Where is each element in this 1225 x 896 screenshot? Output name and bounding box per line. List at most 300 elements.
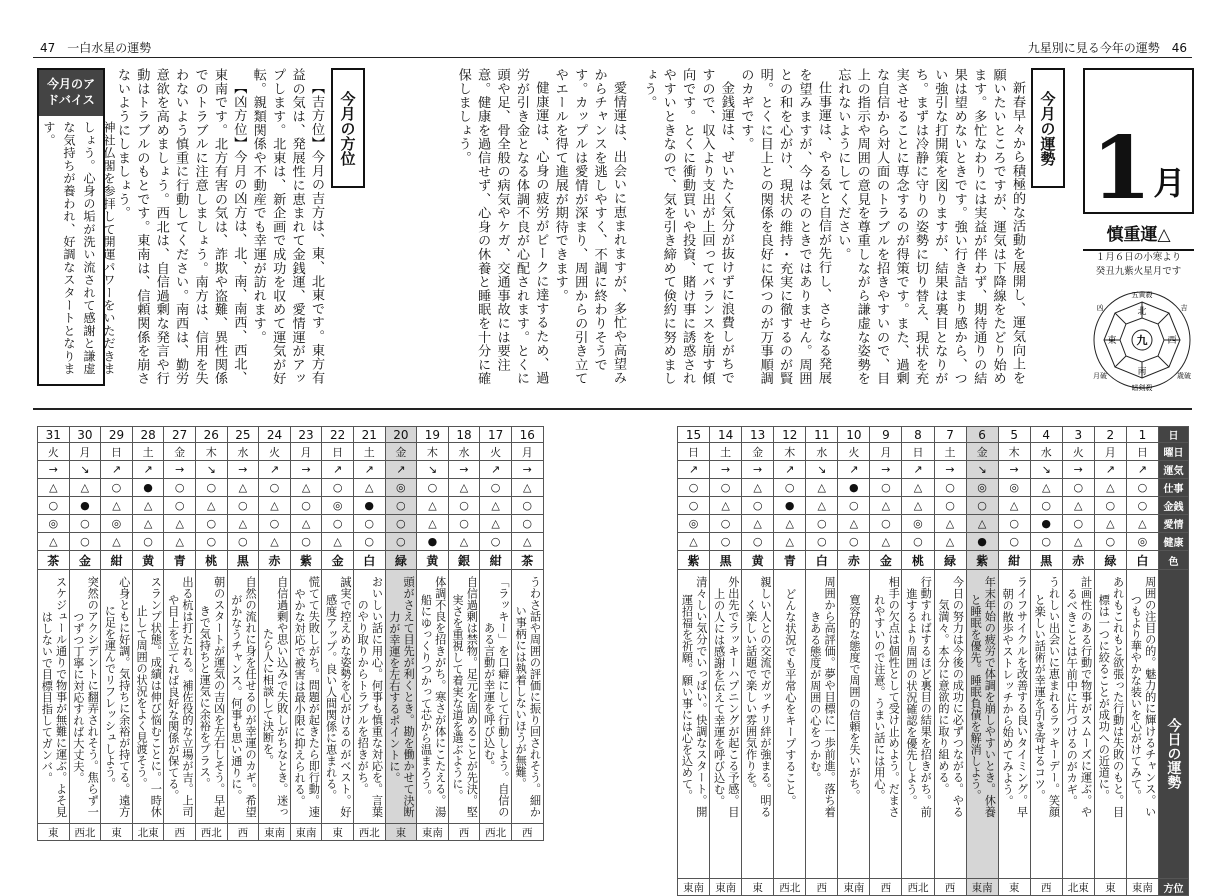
day-date: 5	[998, 427, 1030, 443]
day-love-mark: ◎	[678, 515, 710, 533]
day-weekday: 金	[164, 443, 196, 461]
day-money-mark: ○	[678, 497, 710, 515]
day-money-mark: ◎	[322, 497, 354, 515]
day-message	[69, 570, 101, 824]
day-health-mark: ○	[838, 533, 870, 551]
day-color: 赤	[1062, 551, 1094, 570]
day-work-mark: ◎	[385, 479, 417, 497]
day-direction: 西	[806, 879, 838, 896]
day-work-mark: △	[1030, 479, 1062, 497]
day-work-mark: △	[38, 479, 70, 497]
day-date: 6	[966, 427, 998, 443]
day-money-mark: ●	[774, 497, 806, 515]
day-money-mark: △	[480, 497, 512, 515]
month-subtitle: 慎重運△	[1083, 220, 1194, 251]
day-work-mark: ○	[710, 479, 742, 497]
day-color: 金	[870, 551, 902, 570]
day-work-mark: △	[1094, 479, 1126, 497]
day-money-mark: △	[870, 497, 902, 515]
day-luck-arrow: →	[870, 461, 902, 479]
day-money-mark: △	[902, 497, 934, 515]
day-direction: 西	[511, 824, 543, 841]
day-color: 緑	[1094, 551, 1126, 570]
legend-money: 金銭	[1158, 497, 1188, 515]
day-weekday: 火	[1062, 443, 1094, 461]
day-message	[966, 570, 998, 879]
day-direction: 東	[998, 879, 1030, 896]
day-direction: 西北	[353, 824, 385, 841]
day-direction: 北東	[1062, 879, 1094, 896]
day-health-mark: △	[448, 533, 480, 551]
day-message	[934, 570, 966, 879]
day-color: 赤	[838, 551, 870, 570]
wheel-west: 西	[1167, 336, 1177, 346]
day-direction: 東南	[838, 879, 870, 896]
day-love-mark: ●	[1030, 515, 1062, 533]
day-weekday: 木	[998, 443, 1030, 461]
day-direction: 西北	[902, 879, 934, 896]
day-date: 23	[290, 427, 322, 443]
day-weekday: 月	[290, 443, 322, 461]
day-luck-arrow: →	[710, 461, 742, 479]
day-health-mark: △	[678, 533, 710, 551]
day-direction: 東	[322, 824, 354, 841]
day-date: 24	[259, 427, 291, 443]
day-message-text: 今日の努力は今後の成功に必ずつながる。やる気満々。本分に意欲的に取り組める。	[937, 576, 965, 818]
day-love-mark: △	[742, 515, 774, 533]
day-money-mark: △	[998, 497, 1030, 515]
day-weekday: 土	[710, 443, 742, 461]
day-weekday: 火	[259, 443, 291, 461]
day-color: 紺	[101, 551, 133, 570]
wheel-east: 東	[1107, 336, 1117, 346]
day-health-mark: △	[259, 533, 291, 551]
legend-today-text: 今日の運勢	[1165, 718, 1182, 790]
day-work-mark: ○	[259, 479, 291, 497]
day-direction: 西北	[774, 879, 806, 896]
day-money-mark: ○	[934, 497, 966, 515]
day-date: 20	[385, 427, 417, 443]
day-love-mark: △	[290, 515, 322, 533]
day-health-mark: △	[934, 533, 966, 551]
day-work-mark: ○	[417, 479, 449, 497]
legend-date: 日	[1158, 427, 1188, 443]
day-message	[38, 570, 70, 824]
day-color: 黒	[710, 551, 742, 570]
day-money-mark: △	[259, 497, 291, 515]
day-work-mark: ○	[195, 479, 227, 497]
direction-wheel	[1090, 288, 1194, 392]
day-weekday: 金	[966, 443, 998, 461]
day-color: 黄	[132, 551, 164, 570]
day-date: 31	[38, 427, 70, 443]
day-love-mark: △	[966, 515, 998, 533]
day-love-mark: ○	[353, 515, 385, 533]
day-money-mark: ○	[1030, 497, 1062, 515]
fortune-paragraph-1: 仕事運は、やる気と自信が先行し、さらなる発展を望みますが、今はそのときではありません。周囲との和を心がけ、現状の維持・充実に徹するのが賢明。とくに目上との関係を良好に保つのが万事順調のカギです。	[738, 68, 831, 386]
day-message	[838, 570, 870, 879]
day-weekday: 月	[69, 443, 101, 461]
day-weekday: 水	[227, 443, 259, 461]
day-weekday: 月	[870, 443, 902, 461]
day-health-mark: ●	[966, 533, 998, 551]
day-love-mark: ○	[710, 515, 742, 533]
month-box	[1083, 68, 1194, 219]
day-message	[164, 570, 196, 824]
day-health-mark: ○	[902, 533, 934, 551]
day-date: 17	[480, 427, 512, 443]
day-message	[806, 570, 838, 879]
day-color: 紺	[480, 551, 512, 570]
day-health-mark: ◎	[1126, 533, 1158, 551]
day-message-text: 誠実で控えめな姿勢を心がけるのがベスト。好感度アップ。良い人間関係に恵まれる。	[324, 576, 352, 818]
day-health-mark: ○	[1030, 533, 1062, 551]
day-luck-arrow: →	[998, 461, 1030, 479]
day-direction: 西	[1030, 879, 1062, 896]
day-color: 白	[1126, 551, 1158, 570]
day-message	[870, 570, 902, 879]
day-money-mark: △	[806, 497, 838, 515]
day-color: 金	[69, 551, 101, 570]
day-money-mark: ○	[1094, 497, 1126, 515]
day-direction: 北東	[132, 824, 164, 841]
legend-weekday: 曜日	[1158, 443, 1188, 461]
day-message-text: 頭がさえて目先が利くとき。勘を働かせて決断力が幸運を左右するポイントに。	[387, 576, 416, 818]
header-rule	[33, 57, 1192, 58]
day-work-mark: △	[353, 479, 385, 497]
fortune-title: 今月の運勢	[1031, 68, 1065, 188]
day-work-mark: ●	[838, 479, 870, 497]
love-health-body	[366, 68, 628, 386]
day-luck-arrow: ↘	[1030, 461, 1062, 479]
day-color: 緑	[385, 551, 417, 570]
day-work-mark: ○	[164, 479, 196, 497]
day-health-mark: △	[322, 533, 354, 551]
day-luck-arrow: ↗	[353, 461, 385, 479]
legend-color: 色	[1158, 551, 1188, 570]
day-love-mark: ○	[870, 515, 902, 533]
day-weekday: 金	[385, 443, 417, 461]
day-message-text: うわさ話や周囲の評価に振り回されそう。細かい事柄には執着しないほうが無難。	[514, 576, 542, 818]
day-message-text: 寛容的な態度で周囲の信頼を失いがち。	[847, 593, 861, 801]
day-direction: 東	[38, 824, 70, 841]
wheel-ring-5: 月破	[1093, 372, 1107, 380]
day-date: 2	[1094, 427, 1126, 443]
day-direction: 西	[870, 879, 902, 896]
section-rule	[33, 408, 1192, 410]
day-message	[1126, 570, 1158, 879]
day-money-mark: △	[417, 497, 449, 515]
day-work-mark: △	[448, 479, 480, 497]
day-money-mark: ○	[38, 497, 70, 515]
day-date: 25	[227, 427, 259, 443]
love-paragraph: 愛情運は、出会いに恵まれますが、多忙や高望みからチャンスを逃しやすく、不調に終わりそうです。カップルは愛情が深まり、周囲からの引き立てやエールを得て進展が期待できます。	[552, 68, 626, 386]
day-weekday: 金	[742, 443, 774, 461]
wheel-ring-3: 凶	[1096, 304, 1104, 312]
day-love-mark: ◎	[101, 515, 133, 533]
day-love-mark: ○	[69, 515, 101, 533]
day-work-mark: ○	[1126, 479, 1158, 497]
day-love-mark: △	[1126, 515, 1158, 533]
advice-text: 神社仏閣を参拝して開運パワーをいただきましょう。心身の垢が洗い流されて感謝と謙虚な気持ちが養われ、好調なスタートとなります。	[42, 121, 116, 375]
day-date: 18	[448, 427, 480, 443]
day-message-text: 自信過剰は禁物。足元を固めることが先決。堅実さを重視して着実な道を選ぶように。	[451, 576, 479, 818]
day-luck-arrow: ↘	[195, 461, 227, 479]
day-message-text: 外出先でラッキーハプニングが起こる予感。目上の人には感謝を伝えて幸運を呼び込む。	[712, 576, 740, 818]
day-health-mark: ○	[806, 533, 838, 551]
day-health-mark: △	[38, 533, 70, 551]
day-health-mark: △	[774, 533, 806, 551]
day-date: 4	[1030, 427, 1062, 443]
day-date: 26	[195, 427, 227, 443]
day-direction: 東	[101, 824, 133, 841]
day-direction: 西	[227, 824, 259, 841]
day-direction: 東	[1094, 879, 1126, 896]
day-message	[1030, 570, 1062, 879]
day-message	[227, 570, 259, 824]
day-luck-arrow: →	[448, 461, 480, 479]
day-weekday: 日	[678, 443, 710, 461]
day-luck-arrow: ↗	[902, 461, 934, 479]
right-calendar-grid	[677, 426, 1189, 896]
day-health-mark: ○	[353, 533, 385, 551]
day-message	[998, 570, 1030, 879]
day-health-mark: ○	[742, 533, 774, 551]
day-date: 19	[417, 427, 449, 443]
day-work-mark: △	[902, 479, 934, 497]
day-date: 21	[353, 427, 385, 443]
day-weekday: 水	[1030, 443, 1062, 461]
day-direction: 東南	[290, 824, 322, 841]
day-money-mark: ○	[448, 497, 480, 515]
day-money-mark: ○	[290, 497, 322, 515]
day-date: 14	[710, 427, 742, 443]
day-direction: 東南	[710, 879, 742, 896]
day-message-text: 出る杭は打たれる。補佐役的な立場が吉。上司や目上を立てれば良好な関係が保てる。	[166, 576, 194, 818]
fortune-body	[641, 68, 1027, 386]
day-love-mark: △	[227, 515, 259, 533]
day-date: 1	[1126, 427, 1158, 443]
day-message	[480, 570, 512, 824]
direction-title: 今月の方位	[331, 68, 365, 188]
wheel-ring-2: 吉	[1180, 304, 1188, 312]
day-love-mark: ◎	[902, 515, 934, 533]
day-direction: 東南	[1126, 879, 1158, 896]
day-love-mark: △	[132, 515, 164, 533]
day-message	[448, 570, 480, 824]
month-number: 1	[1091, 118, 1152, 219]
day-money-mark: ○	[1126, 497, 1158, 515]
day-color: 紫	[290, 551, 322, 570]
day-money-mark: ○	[742, 497, 774, 515]
day-message-text: 親しい人との交流でガッチリ絆が強まる。明るく楽しい話題で楽しい雰囲気作りを。	[744, 576, 772, 818]
day-message-text: 「ラッキー」を口癖にして行動しよう。自信のある言動が幸運を呼び込む。	[482, 576, 510, 818]
day-date: 11	[806, 427, 838, 443]
day-date: 27	[164, 427, 196, 443]
day-message	[290, 570, 322, 824]
page-header-left: 47 一白水星の運勢	[40, 41, 152, 55]
day-love-mark: ○	[259, 515, 291, 533]
day-work-mark: ◎	[998, 479, 1030, 497]
day-luck-arrow: →	[38, 461, 70, 479]
day-message-text: 周囲から高評価。夢や目標に一歩前進。落ち着きある態度が周囲の心をつかむ。	[808, 576, 837, 818]
day-luck-arrow: ↗	[322, 461, 354, 479]
day-message-text: 朝のスタートが運気の吉凶を左右しそう。早起きで気持ちと運気に余裕をプラス。	[198, 576, 226, 818]
day-work-mark: △	[511, 479, 543, 497]
wheel-ring-1: 暗剣殺	[1131, 384, 1153, 392]
day-weekday: 木	[195, 443, 227, 461]
day-date: 10	[838, 427, 870, 443]
day-health-mark: ●	[417, 533, 449, 551]
day-luck-arrow: →	[742, 461, 774, 479]
day-luck-arrow: →	[227, 461, 259, 479]
day-weekday: 木	[417, 443, 449, 461]
wheel-north: 北	[1137, 307, 1147, 317]
day-color: 緑	[934, 551, 966, 570]
day-direction: 東南	[259, 824, 291, 841]
day-health-mark: △	[511, 533, 543, 551]
day-money-mark: △	[710, 497, 742, 515]
day-date: 22	[322, 427, 354, 443]
day-color: 青	[774, 551, 806, 570]
day-love-mark: ○	[195, 515, 227, 533]
day-color: 赤	[259, 551, 291, 570]
day-direction: 西北	[480, 824, 512, 841]
day-luck-arrow: ↘	[69, 461, 101, 479]
day-message-text: 体調不良を招きがち。寒さが体にこたえる。湯船にゆっくりつかって芯から温まろう。	[419, 576, 447, 818]
day-work-mark: ○	[101, 479, 133, 497]
health-paragraph: 健康運は、心身の疲労がピークに達するため、過労が引き金となる体調不良が心配されます。とくに頭や足、骨全般の病気やケガ、交通事故には要注意。健康を過信せず、心身の休養と睡眠を十分に確保しましょう。	[455, 68, 549, 386]
day-date: 30	[69, 427, 101, 443]
day-work-mark: ◎	[966, 479, 998, 497]
day-message	[511, 570, 543, 824]
day-love-mark: △	[774, 515, 806, 533]
day-color: 銀	[448, 551, 480, 570]
day-love-mark: ○	[385, 515, 417, 533]
day-message-text: おいしい話に用心。何事も慎重な対応を。言葉のやり取りからトラブルを招きがち。	[356, 576, 384, 818]
day-date: 3	[1062, 427, 1094, 443]
direction-paragraph-good: 【吉方位】今月の吉方は、東、北東です。東方有益の気は、発展性に恵まれて金銭運、愛情運がアップします。北東は、新企画で成功を収めて運気が好転。親類関係や不動産でも幸運が訪れます。	[250, 68, 324, 386]
day-health-mark: ○	[132, 533, 164, 551]
day-luck-arrow: ↗	[1094, 461, 1126, 479]
day-health-mark: ○	[290, 533, 322, 551]
day-date: 12	[774, 427, 806, 443]
day-money-mark: ○	[838, 497, 870, 515]
day-message-text: 行動すればするほど裏目の結果を招きがち。前進するより周囲の状況確認を優先しよう。	[904, 576, 933, 818]
wheel-south: 南	[1137, 367, 1147, 377]
day-weekday: 火	[480, 443, 512, 461]
day-love-mark: ○	[322, 515, 354, 533]
day-color: 茶	[511, 551, 543, 570]
wheel-center: 九	[1136, 334, 1148, 347]
day-luck-arrow: ↘	[806, 461, 838, 479]
day-direction: 東南	[678, 879, 710, 896]
day-color: 桃	[195, 551, 227, 570]
day-love-mark: ○	[448, 515, 480, 533]
wheel-ring-4: 歳破	[1177, 372, 1191, 380]
day-date: 13	[742, 427, 774, 443]
day-love-mark: △	[1094, 515, 1126, 533]
day-message	[678, 570, 710, 879]
day-weekday: 日	[101, 443, 133, 461]
day-work-mark: △	[290, 479, 322, 497]
day-color: 茶	[38, 551, 70, 570]
day-health-mark: ○	[195, 533, 227, 551]
day-message	[101, 570, 133, 824]
day-love-mark: ○	[1062, 515, 1094, 533]
day-date: 29	[101, 427, 133, 443]
day-message-text: 自信過剰や思い込みで失敗しがちなとき。迷ったら人に相談して決断を。	[261, 576, 289, 818]
day-message-text: 相手の欠点は個性として受け止めよう。だまされやすいので注意。うまい話には用心。	[872, 576, 901, 818]
day-message-text: 周囲の注目の的。魅力的に輝けるチャンス。いつもより華やかな装いを心がけてみて。	[1129, 576, 1157, 818]
day-direction: 西	[448, 824, 480, 841]
day-color: 白	[806, 551, 838, 570]
day-message-text: スケジュール通りで物事が無難に運ぶ。よそ見はしないで目標目指してガンバ。	[40, 576, 68, 818]
day-direction: 西	[934, 879, 966, 896]
day-work-mark: ○	[870, 479, 902, 497]
day-message-text: 清々しい気分でいっぱい。快調なスタート。開運招福を祈願。願い事には心を込めて。	[680, 576, 708, 818]
day-weekday: 火	[38, 443, 70, 461]
day-date: 15	[678, 427, 710, 443]
day-message	[417, 570, 449, 824]
day-message	[774, 570, 806, 879]
day-weekday: 木	[774, 443, 806, 461]
day-love-mark: △	[838, 515, 870, 533]
day-message-text: 年末年始の疲労で体調を崩しやすいとき。休養と睡眠を優先。睡眠負債を解消しよう。	[969, 576, 997, 818]
day-money-mark: ●	[353, 497, 385, 515]
day-message	[132, 570, 164, 824]
day-luck-arrow: →	[1062, 461, 1094, 479]
fortune-paragraph-2: 金銭運は、ぜいたく気分が抜けずに浪費しがちですので、収入より支出が上回ってバランスを崩す傾向です。とくに衝動買いや投資、賭け事に誘惑されやすいときなので、気を引き締めて倹約に努めましょう。	[641, 68, 734, 386]
day-color: 紺	[998, 551, 1030, 570]
day-love-mark: ◎	[38, 515, 70, 533]
month-note-2: 癸丑九紫火星月です	[1095, 266, 1182, 277]
day-direction: 西北	[69, 824, 101, 841]
day-color: 黄	[417, 551, 449, 570]
day-health-mark: ○	[69, 533, 101, 551]
day-money-mark: △	[195, 497, 227, 515]
day-color: 紫	[678, 551, 710, 570]
legend-love: 愛情	[1158, 515, 1188, 533]
day-work-mark: ○	[678, 479, 710, 497]
day-date: 9	[870, 427, 902, 443]
day-message	[710, 570, 742, 879]
day-luck-arrow: ↗	[480, 461, 512, 479]
day-message	[902, 570, 934, 879]
legend-health: 健康	[1158, 533, 1188, 551]
day-weekday: 土	[132, 443, 164, 461]
day-health-mark: △	[101, 533, 133, 551]
day-health-mark: △	[870, 533, 902, 551]
day-luck-arrow: →	[934, 461, 966, 479]
day-health-mark: ○	[710, 533, 742, 551]
day-luck-arrow: ↗	[259, 461, 291, 479]
day-message	[259, 570, 291, 824]
day-direction: 東南	[417, 824, 449, 841]
day-date: 7	[934, 427, 966, 443]
day-health-mark: ○	[1094, 533, 1126, 551]
day-weekday: 土	[353, 443, 385, 461]
page-header-right: 九星別に見る今年の運勢 46	[1027, 41, 1187, 55]
day-money-mark: △	[101, 497, 133, 515]
day-money-mark: ○	[227, 497, 259, 515]
day-direction: 東南	[966, 879, 998, 896]
day-direction: 西	[164, 824, 196, 841]
day-message-text: 自然の流れに身を任せるのが幸運のカギ。希望がかなうチャンス。何事も思い通りに。	[229, 576, 258, 818]
day-color: 桃	[902, 551, 934, 570]
day-luck-arrow: ↗	[1126, 461, 1158, 479]
day-weekday: 水	[806, 443, 838, 461]
